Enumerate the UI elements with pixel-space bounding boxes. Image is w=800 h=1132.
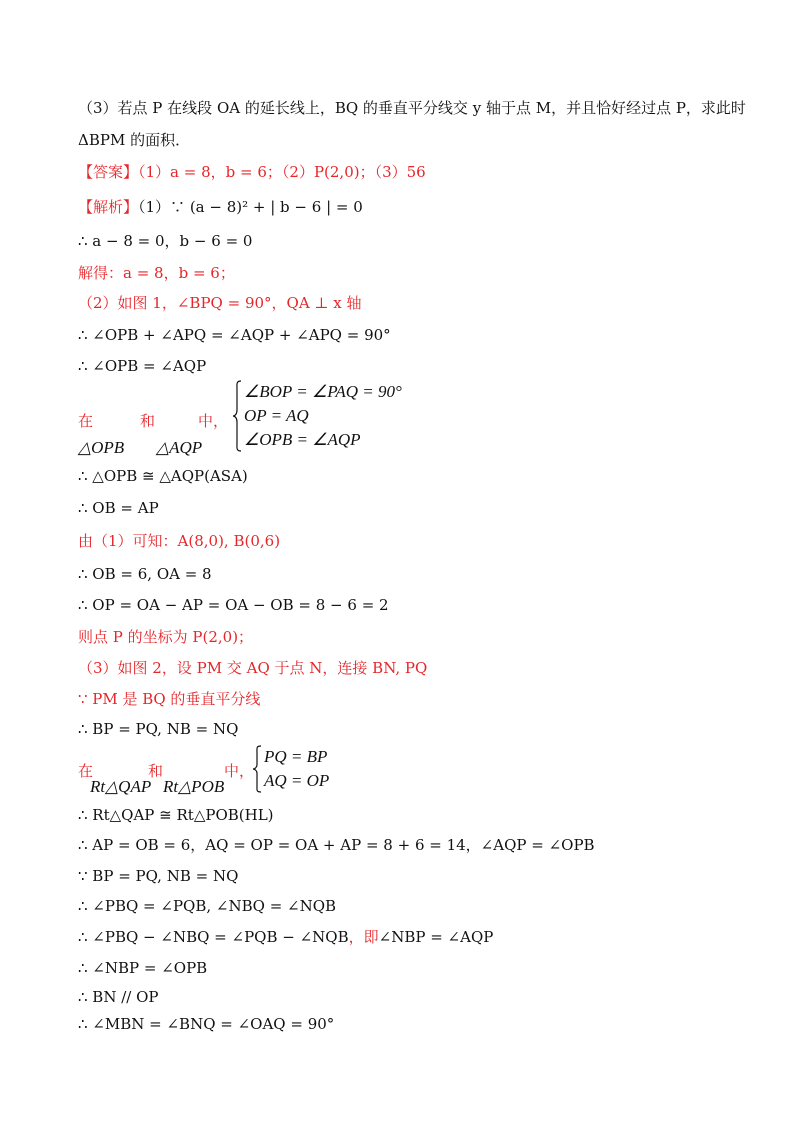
solution-line: ∴ ∠OPB = ∠AQP [78, 357, 207, 375]
solution-line: ∴ OB = AP [78, 499, 159, 517]
solution-line: 则点 P 的坐标为 P(2,0)； [78, 628, 254, 646]
text-zhong: 中， [198, 412, 229, 430]
system-row: OP = AQ [244, 406, 309, 425]
system-row: ∠BOP = ∠PAQ = 90° [244, 382, 402, 401]
solution-line: ∴ OB = 6, OA = 8 [78, 565, 212, 583]
solution-line: ∴ Rt△QAP ≅ Rt△POB(HL) [78, 806, 274, 824]
solution-line: ∵ PM 是 BQ 的垂直平分线 [78, 690, 261, 708]
triangle-aqp: △AQP [156, 438, 203, 457]
system-row: PQ = BP [264, 747, 328, 766]
solution-line: ∴ ∠PBQ = ∠PQB, ∠NBQ = ∠NQB [78, 897, 337, 915]
analysis-line [78, 196, 363, 218]
answer-label: 【答案】 [78, 163, 139, 181]
system-row: AQ = OP [264, 771, 330, 790]
text-zai: 在 [78, 762, 94, 780]
left-brace-icon [252, 745, 262, 793]
solution-line: ∴ OP = OA − AP = OA − OB = 8 − 6 = 2 [78, 596, 389, 614]
solution-line: （3）如图 2，设 PM 交 AQ 于点 N，连接 BN, PQ [78, 659, 428, 677]
solution-line: ∴ AP = OB = 6，AQ = OP = OA + AP = 8 + 6 = 14，∠AQP = ∠OPB [78, 836, 595, 854]
solution-line: ∴ ∠PBQ − ∠NBQ = ∠PQB − ∠NQB，即∠NBP = ∠AQP [78, 928, 494, 946]
solution-line: ∴ ∠NBP = ∠OPB [78, 959, 208, 977]
solution-line: ∵ BP = PQ, NB = NQ [78, 867, 239, 885]
question-part3-line1: （3）若点 P 在线段 OA 的延长线上，BQ 的垂直平分线交 y 轴于点 M，并且恰好经过点 P，求此时 [78, 99, 746, 117]
solution-line: ∴ ∠MBN = ∠BNQ = ∠OAQ = 90° [78, 1015, 335, 1033]
solution-line: ∴ △OPB ≅ △AQP(ASA) [78, 467, 248, 485]
text-he: 和 [140, 412, 156, 430]
text-zai: 在 [78, 412, 94, 430]
solution-line: （2）如图 1，∠BPQ = 90°，QA ⊥ x 轴 [78, 294, 362, 312]
solution-line: ∴ BN // OP [78, 988, 159, 1006]
triangle-opb: △OPB [78, 438, 125, 457]
triangle-pob: Rt△POB [163, 777, 225, 796]
triangle-qap: Rt△QAP [90, 777, 152, 796]
system-row: ∠OPB = ∠AQP [244, 430, 361, 449]
text-zhong: 中， [224, 762, 255, 780]
solution-line: 解得：a = 8，b = 6； [78, 264, 235, 282]
question-part3-line2: ΔBPM 的面积． [78, 131, 191, 149]
solution-line: ∴ BP = PQ, NB = NQ [78, 720, 239, 738]
answer-line [78, 161, 426, 183]
left-brace-icon [232, 380, 242, 452]
analysis-label: 【解析】 [78, 198, 139, 216]
answer-content: （1）a = 8，b = 6；（2）P(2,0)；（3）56 [138, 163, 426, 181]
solution-line: 由（1）可知：A(8,0), B(0,6) [78, 532, 281, 550]
solution-line: ∴ ∠OPB + ∠APQ = ∠AQP + ∠APQ = 90° [78, 326, 391, 344]
text-he: 和 [148, 762, 164, 780]
solution-line: ∴ a − 8 = 0，b − 6 = 0 [78, 232, 253, 250]
analysis-step1: （1）∵ (a − 8)² + | b − 6 | = 0 [138, 198, 363, 216]
